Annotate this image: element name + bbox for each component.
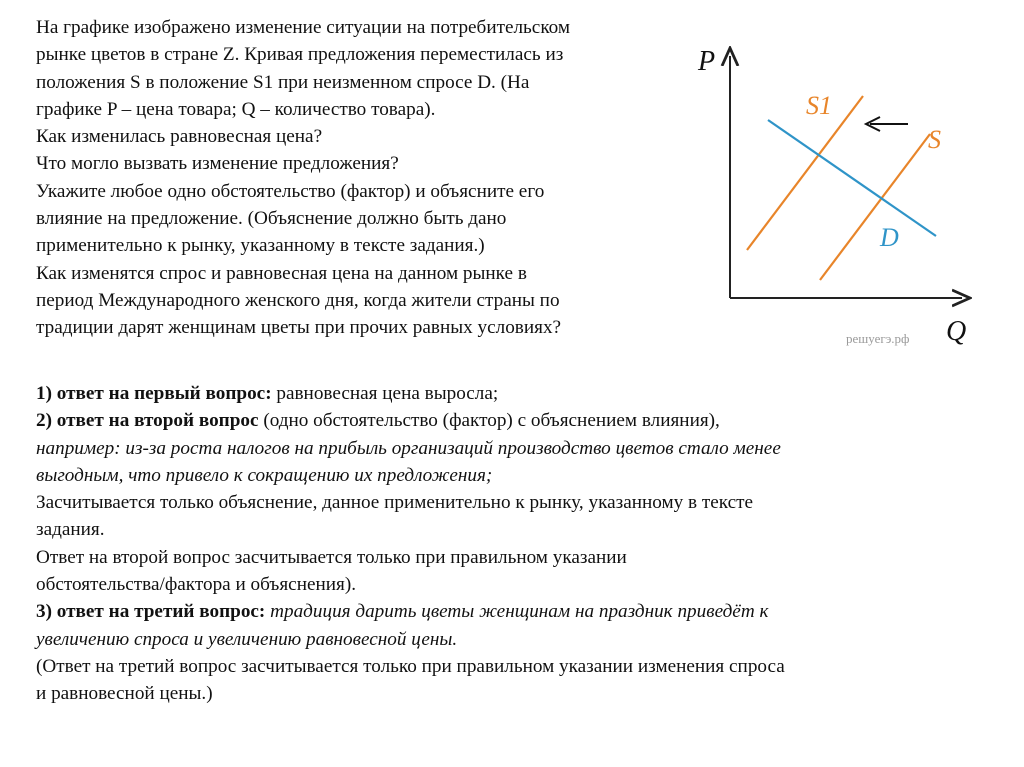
answer-1-text: равновесная цена выросла; <box>271 383 499 404</box>
question-line: Что могло вызвать изменение предложения? <box>36 153 399 175</box>
answer-2-text: (одно обстоятельство (фактор) с объяснением влияния), <box>258 410 720 432</box>
question-line: положения S в положение S1 при неизменном спросе D. (На <box>36 71 530 93</box>
question-line: графике P – цена товара; Q – количество товара). <box>36 98 436 120</box>
answer-1 <box>36 380 996 407</box>
question-line: традиции дарят женщинам цветы при прочих равных условиях? <box>36 317 562 339</box>
axis-x-label: Q <box>946 316 967 347</box>
answer-3-cont: увеличению спроса и увеличению равновесной цены. <box>36 628 458 650</box>
supply-s-label: S <box>928 125 941 154</box>
demand-d-label: D <box>880 223 899 252</box>
question-line: влияние на предложение. (Объяснение должно быть дано <box>36 208 507 230</box>
question-text <box>36 14 686 342</box>
supply-demand-graph <box>690 38 990 358</box>
question-line: Как изменилась равновесная цена? <box>36 126 323 148</box>
supply-s1-label: S1 <box>806 91 832 120</box>
answer-block <box>36 380 996 708</box>
answer-1-heading: 1) ответ на первый вопрос: <box>36 383 272 404</box>
watermark: решуегэ.рф <box>846 331 910 346</box>
note-1: задания. <box>36 519 105 541</box>
question-line: Как изменятся спрос и равновесная цена на данном рынке в <box>36 262 527 284</box>
answer-2 <box>36 407 996 434</box>
question-line: применительно к рынку, указанному в тексте задания.) <box>36 235 485 257</box>
answer-2-example: выгодным, что привело к сокращению их предложения; <box>36 464 493 486</box>
answer-2-example: например: из-за роста налогов на прибыль организаций производство цветов стало менее <box>36 437 781 459</box>
demand-curve-d <box>768 120 936 236</box>
question-line: период Международного женского дня, когда жители страны по <box>36 289 560 311</box>
question-line: Укажите любое одно обстоятельство (фактор) и объясните его <box>36 180 545 202</box>
axis-y-label: P <box>698 46 716 77</box>
supply-curve-s <box>820 134 930 280</box>
question-line: рынке цветов в стране Z. Кривая предложения переместилась из <box>36 44 564 66</box>
question-line: На графике изображено изменение ситуации на потребительском <box>36 17 571 38</box>
note-2: обстоятельства/фактора и объяснения). <box>36 574 357 596</box>
note-3: (Ответ на третий вопрос засчитывается только при правильном указании изменения спроса <box>36 655 785 677</box>
answer-2-heading: 2) ответ на второй вопрос <box>36 410 259 432</box>
note-3: и равновесной цены.) <box>36 683 213 705</box>
answer-3-text: традиция дарить цветы женщинам на праздник приведёт к <box>265 601 769 623</box>
note-1: Засчитывается только объяснение, данное применительно к рынку, указанному в тексте <box>36 492 754 514</box>
answer-3-heading: 3) ответ на третий вопрос: <box>36 601 266 623</box>
answer-3 <box>36 598 996 625</box>
note-2: Ответ на второй вопрос засчитывается только при правильном указании <box>36 546 627 568</box>
